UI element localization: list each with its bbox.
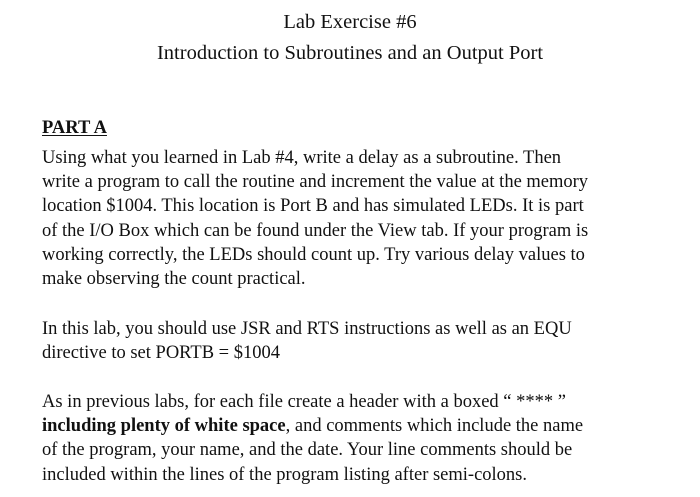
- bold-emphasis: including plenty of white space: [42, 416, 286, 437]
- paragraph-line: write a program to call the routine and increment the value at the memory: [42, 172, 589, 193]
- paragraph-line: included within the lines of the program listing after semi-colons.: [42, 464, 528, 485]
- document-subtitle: Introduction to Subroutines and an Output Port: [156, 42, 544, 64]
- paragraph-line: directive to set PORTB = $1004: [42, 343, 280, 364]
- paragraph-line: of the program, your name, and the date. Your line comments should be: [42, 440, 573, 461]
- paragraph-header-requirements: [42, 390, 682, 487]
- paragraph-line: [42, 414, 682, 438]
- paragraph-jsr-rts: [42, 317, 682, 365]
- paragraph-line: location $1004. This location is Port B and has simulated LEDs. It is part: [42, 196, 584, 217]
- paragraph-text: , and comments which include the name: [285, 416, 584, 437]
- paragraph-line: In this lab, you should use JSR and RTS instructions as well as an EQU: [42, 319, 572, 339]
- paragraph-line: Using what you learned in Lab #4, write a delay as a subroutine. Then: [42, 148, 562, 168]
- paragraph-instructions: [42, 146, 682, 291]
- document-title: Lab Exercise #6: [283, 11, 417, 33]
- paragraph-line: make observing the count practical.: [42, 269, 306, 290]
- section-heading-part-a: PART A: [42, 118, 107, 138]
- paragraph-line: working correctly, the LEDs should count up. Try various delay values to: [42, 244, 585, 265]
- paragraph-line: As in previous labs, for each file create a header with a boxed “ **** ”: [42, 392, 566, 412]
- paragraph-line: of the I/O Box which can be found under the View tab. If your program is: [42, 220, 589, 241]
